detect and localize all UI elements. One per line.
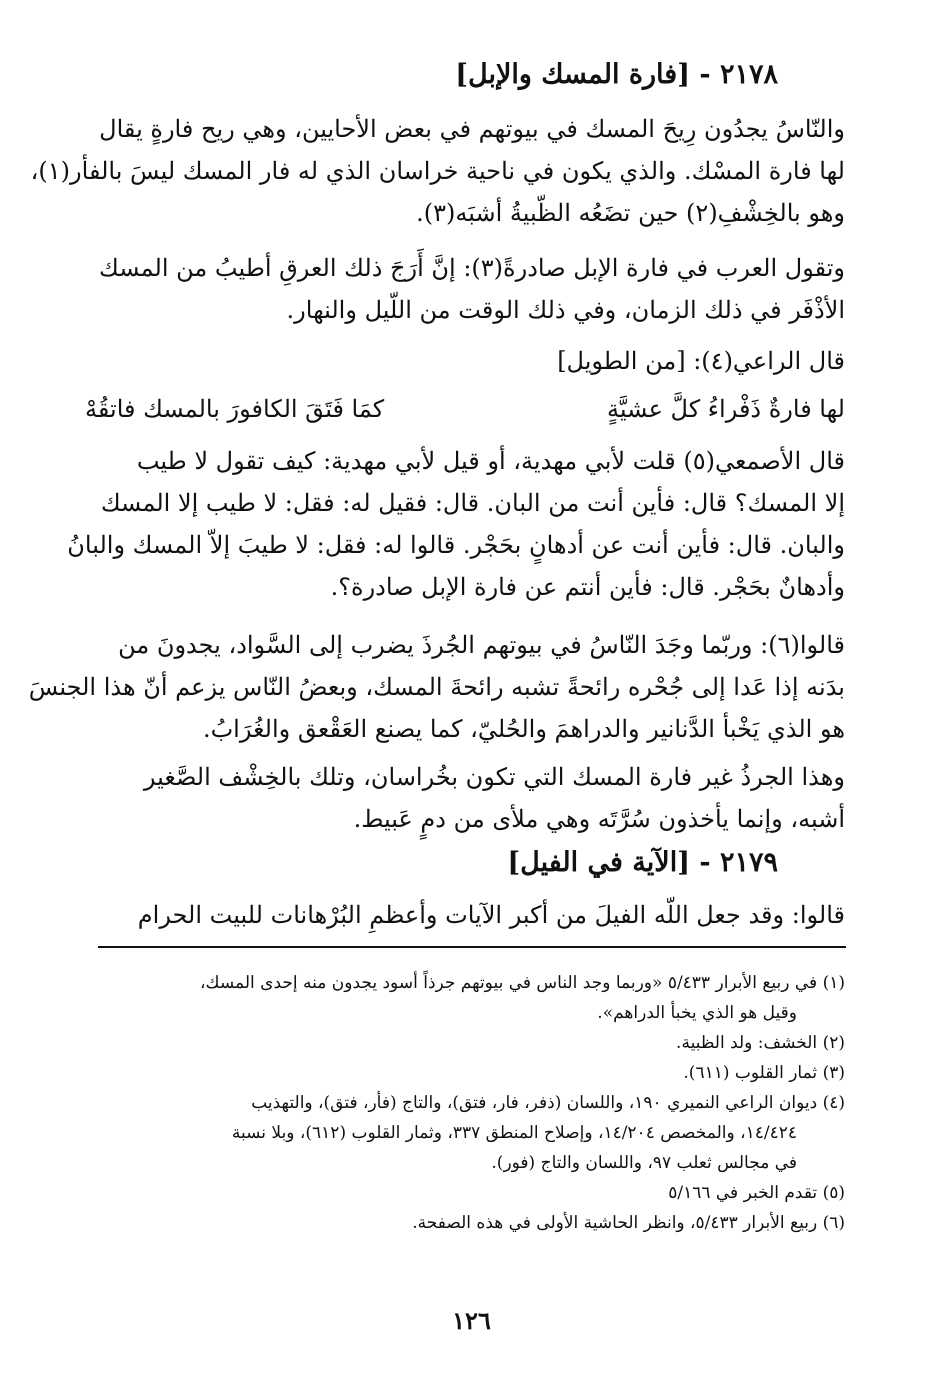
text-line: الأذْفَر في ذلك الزمان، وفي ذلك الوقت من اللّيل والنهار. bbox=[286, 296, 845, 324]
footnote-text: في مجالس ثعلب ٩٧، واللسان والتاج (فور). bbox=[491, 1153, 797, 1173]
footnote-4 bbox=[75, 1088, 845, 1118]
verse-intro bbox=[75, 340, 845, 382]
paragraph-musk-rat bbox=[30, 108, 845, 234]
verse-first-hemistich: لها فارةٌ ذَفْراءُ كلَّ عشيَّةٍ bbox=[607, 395, 845, 423]
footnote-number: (١) bbox=[822, 973, 845, 993]
footnote-6 bbox=[75, 1208, 845, 1238]
text-line: قال الأصمعي(٥) قلت لأبي مهدية، أو قيل لأبي مهدية: كيف تقول لا طيب bbox=[136, 447, 845, 475]
text-line: وهو بالخِشْفِ(٢) حين تضَعُه الظّبيةُ أشبَه(٣). bbox=[416, 199, 845, 227]
footnote-number: (٥) bbox=[822, 1183, 845, 1203]
text-line: أشبه، وإنما يأخذون سُرَّتَه وهي ملأى من دمٍ عَبيط. bbox=[353, 805, 845, 833]
footnote-text: وقيل هو الذي يخبأ الدراهم». bbox=[597, 1003, 797, 1023]
footnote-text: الخشف: ولد الظبية. bbox=[676, 1033, 818, 1053]
paragraph-elephant bbox=[75, 894, 845, 936]
paragraph-asmai bbox=[67, 440, 845, 608]
text-line: قالوا(٦): وربّما وجَدَ النّاسُ في بيوتهم الجُرذَ يضرب إلى السَّواد، يجدونَ من bbox=[118, 631, 845, 659]
text-line: إلا المسك؟ قال: فأين أنت من البان. قال: فقيل له: فقل: لا طيب إلا المسك bbox=[100, 489, 845, 517]
text-line: والنّاسُ يجدُون رِيحَ المسك في بيوتهم في بعض الأحايين، وهي ريح فارةٍ يقال bbox=[99, 115, 845, 143]
paragraph-rat bbox=[28, 624, 845, 750]
footnote-divider bbox=[98, 946, 846, 948]
text-line: وتقول العرب في فارة الإبل صادرةً(٣): إنَّ أَرَجَ ذلك العرقِ أطيبُ من المسك bbox=[99, 254, 845, 282]
footnote-number: (٣) bbox=[822, 1063, 845, 1083]
footnote-text: ربيع الأبرار ٥/٤٣٣، وانظر الحاشية الأولى في هذه الصفحة. bbox=[412, 1213, 818, 1233]
verse-second-hemistich: كمَا فَتَقَ الكافورَ بالمسك فاتقُهْ bbox=[85, 395, 385, 423]
footnote-text: تقدم الخبر في ٥/١٦٦ bbox=[668, 1183, 818, 1203]
page-number: ١٢٦ bbox=[452, 1306, 491, 1335]
text-line: وأدهانٌ بحَجْر. قال: فأين أنتم عن فارة الإبل صادرة؟. bbox=[330, 573, 845, 601]
footnote-number: (٦) bbox=[822, 1213, 845, 1233]
footnote-text: ١٤/٤٢٤، والمخصص ١٤/٢٠٤، وإصلاح المنطق ٣٣٧، وثمار القلوب (٦١٢)، وبلا نسبة bbox=[231, 1123, 797, 1143]
footnote-3 bbox=[75, 1058, 845, 1088]
text-line: قالوا: وقد جعل اللّه الفيلَ من أكبر الآيات وأعظمِ البُرْهانات للبيت الحرام bbox=[137, 901, 845, 929]
paragraph-camel-musk bbox=[75, 247, 845, 331]
text-line: بدَنه إذا عَدا إلى جُحْره رائحةً تشبه رائحةَ المسك، وبعضُ النّاس يزعم أنّ هذا الجنسَ bbox=[28, 673, 845, 701]
footnote-text: في ربيع الأبرار ٥/٤٣٣ «وربما وجد الناس في بيوتهم جرذاً أسود يجدون منه إحدى المسك، bbox=[200, 973, 818, 993]
footnote-5 bbox=[75, 1178, 845, 1208]
footnote-number: (٢) bbox=[822, 1033, 845, 1053]
text-line: هو الذي يَخْبأ الدَّنانير والدراهمَ والحُليّ، كما يصنع العَقْعق والغُرَابُ. bbox=[202, 715, 845, 743]
poetry-verse bbox=[85, 388, 845, 430]
footnotes bbox=[75, 968, 845, 1238]
text-line: والبان. قال: فأين أنت عن أدهانٍ بحَجْر. قالوا له: فقل: لا طيبَ إلاّ المسك والبانُ bbox=[67, 531, 845, 559]
footnote-text: ديوان الراعي النميري ١٩٠، واللسان (ذفر، فار، فتق)، والتاج (فأر، فتق)، والتهذيب bbox=[251, 1093, 818, 1113]
footnote-2 bbox=[75, 1028, 845, 1058]
section-heading-2178: ٢١٧٨ - [فارة المسك والإبل] bbox=[455, 59, 778, 90]
section-heading-2179: ٢١٧٩ - [الآية في الفيل] bbox=[507, 847, 778, 878]
text-line: لها فارة المسْك. والذي يكون في ناحية خراسان الذي له فار المسك ليسَ بالفأر(١)، bbox=[30, 157, 845, 185]
text-line: وهذا الجرذُ غير فارة المسك التي تكون بخُراسان، وتلك بالخِشْف الصَّغير bbox=[143, 763, 845, 791]
footnote-number: (٤) bbox=[822, 1093, 845, 1113]
footnote-1 bbox=[75, 968, 845, 998]
text-line: قال الراعي(٤): [من الطويل] bbox=[557, 347, 845, 375]
footnote-text: ثمار القلوب (٦١١). bbox=[683, 1063, 818, 1083]
paragraph-khorasan bbox=[75, 756, 845, 840]
